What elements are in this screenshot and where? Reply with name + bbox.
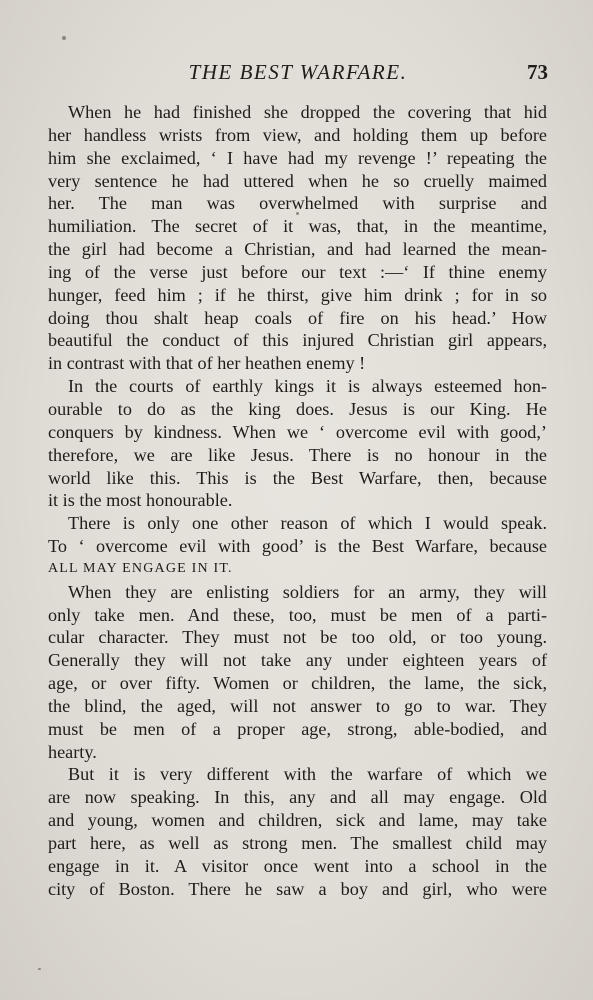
text-line: only take men. And these, too, must be men of a parti- [48, 604, 547, 625]
text-line: To ‘ overcome evil with good’ is the Best Warfare, because [48, 536, 547, 557]
text-line: In the courts of earthly kings it is always esteemed hon- [68, 376, 547, 397]
text-line: beautiful the conduct of this injured Christian girl appears, [48, 330, 547, 351]
text-line: age, or over fifty. Women or children, the lame, the sick, [48, 673, 547, 694]
text-line: are now speaking. In this, any and all may engage. Old [48, 787, 547, 808]
text-line: the blind, the aged, will not answer to go to war. They [48, 695, 547, 716]
text-line: her. The man was overwhelmed with surprise and [48, 193, 547, 214]
text-line: therefore, we are like Jesus. There is no honour in the [48, 444, 547, 465]
text-line: conquers by kindness. When we ‘ overcome evil with good,’ [48, 421, 547, 442]
text-line: But it is very different with the warfare of which we [68, 764, 547, 785]
text-line: the girl had become a Christian, and had learned the mean- [48, 239, 547, 260]
body-text [48, 101, 547, 901]
text-line: ourable to do as the king does. Jesus is our King. He [48, 398, 547, 419]
text-line: When he had finished she dropped the covering that hid [68, 102, 547, 122]
text-line: very sentence he had uttered when he so cruelly maimed [48, 170, 547, 191]
paper-speck [38, 968, 41, 970]
page-header [48, 59, 548, 85]
text-line: humiliation. The secret of it was, that, in the meantime, [48, 216, 547, 237]
text-line: cular character. They must not be too old, or too young. [48, 627, 547, 648]
running-title: THE BEST WARFARE. [188, 60, 408, 84]
text-line: hearty. [48, 741, 97, 762]
text-line: ing of the verse just before our text :—‘ If thine enemy [48, 261, 547, 282]
text-line: him she exclaimed, ‘ I have had my revenge !’ repeating the [48, 147, 547, 168]
paper-speck [62, 36, 66, 40]
text-line: must be men of a proper age, strong, able-bodied, and [48, 718, 547, 739]
text-line: it is the most honourable. [48, 490, 233, 511]
text-line: city of Boston. There he saw a boy and girl, who were [48, 878, 547, 899]
text-line: doing thou shalt heap coals of fire on his head.’ How [48, 307, 547, 328]
text-line: engage in it. A visitor once went into a school in the [48, 855, 547, 876]
text-line: Generally they will not take any under eighteen years of [48, 650, 547, 671]
text-line: hunger, feed him ; if he thirst, give him drink ; for in so [48, 284, 547, 305]
text-line: There is only one other reason of which I would speak. [68, 513, 547, 534]
text-line: ALL MAY ENGAGE IN IT. [48, 560, 233, 576]
text-line: world like this. This is the Best Warfare, then, because [48, 467, 547, 488]
text-line: When they are enlisting soldiers for an army, they will [68, 581, 547, 602]
page-number: 73 [527, 60, 548, 84]
text-line: part here, as well as strong men. The smallest child may [48, 833, 547, 853]
text-line: and young, women and children, sick and lame, may take [48, 810, 547, 831]
text-line: her handless wrists from view, and holding them up before [48, 124, 547, 145]
text-line: in contrast with that of her heathen enemy ! [48, 353, 366, 374]
